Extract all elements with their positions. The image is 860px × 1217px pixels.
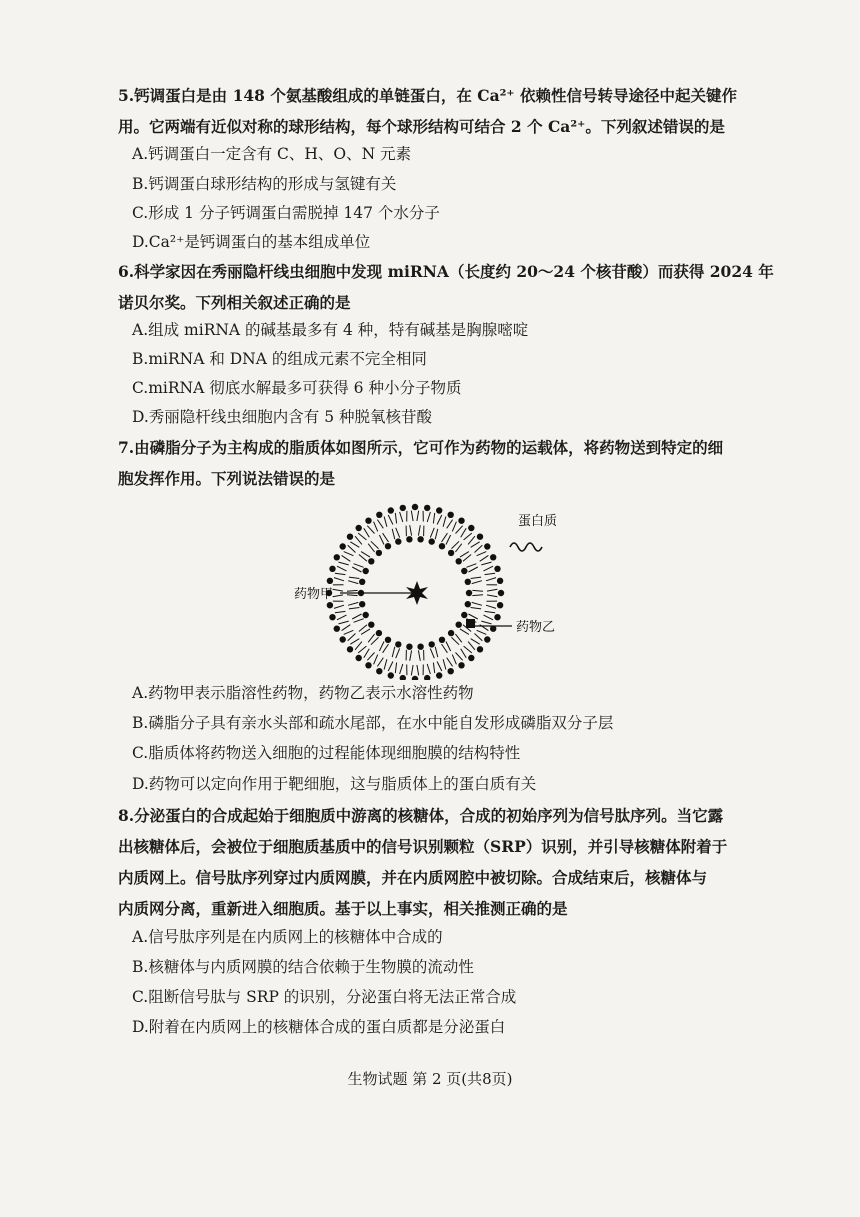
label-protein: 蛋白质	[518, 514, 558, 529]
phospholipid-head	[359, 579, 365, 585]
phospholipid-tail	[337, 615, 347, 620]
phospholipid-tail	[347, 590, 358, 591]
phospholipid-tail	[418, 650, 420, 660]
phospholipid-tail	[442, 644, 448, 653]
phospholipid-tail	[383, 533, 389, 542]
question-8-option-c: C.阻断信号肽与 SRP 的识别，分泌蛋白将无法正常合成	[132, 988, 517, 1006]
phospholipid-tail	[348, 581, 358, 584]
question-6-option-b: B.miRNA 和 DNA 的组成元素不完全相同	[132, 350, 427, 368]
phospholipid-tail	[339, 562, 349, 565]
phospholipid-tail	[335, 573, 346, 574]
phospholipid-tail	[437, 515, 442, 525]
phospholipid-tail	[388, 662, 393, 672]
phospholipid-head	[395, 641, 401, 647]
stem-line: 5.钙调蛋白是由 148 个氨基酸组成的单链蛋白，在 Ca²⁺ 依赖性信号转导途径中起关键作	[118, 86, 737, 105]
phospholipid-head	[327, 578, 333, 584]
question-5-option-d: D.Ca²⁺是钙调蛋白的基本组成单位	[132, 233, 371, 251]
phospholipid-tail	[446, 642, 451, 652]
phospholipid-head	[461, 568, 467, 574]
phospholipid-tail	[469, 614, 478, 619]
phospholipid-head	[368, 622, 374, 628]
phospholipid-tail	[460, 552, 469, 558]
phospholipid-tail	[443, 659, 446, 669]
phospholipid-head	[388, 672, 394, 678]
phospholipid-head	[329, 614, 335, 620]
phospholipid-tail	[471, 542, 480, 548]
phospholipid-head	[376, 550, 382, 556]
phospholipid-tail	[427, 512, 430, 522]
phospholipid-tail	[358, 533, 366, 540]
phospholipid-head	[385, 637, 391, 643]
phospholipid-head	[400, 505, 406, 511]
phospholipid-tail	[442, 533, 448, 542]
phospholipid-head	[465, 579, 471, 585]
phospholipid-tail	[352, 567, 361, 572]
phospholipid-tail	[367, 526, 374, 534]
phospholipid-tail	[359, 625, 367, 632]
phospholipid-tail	[371, 541, 379, 548]
phospholipid-tail	[367, 653, 374, 661]
phospholipid-tail	[468, 536, 475, 544]
phospholipid-tail	[352, 614, 361, 619]
phospholipid-tail	[484, 566, 494, 571]
phospholipid-tail	[396, 528, 400, 538]
phospholipid-tail	[395, 513, 396, 524]
phospholipid-tail	[354, 619, 364, 623]
phospholipid-head	[484, 636, 490, 642]
phospholipid-tail	[461, 649, 467, 658]
phospholipid-tail	[400, 512, 403, 522]
phospholipid-tail	[455, 544, 461, 552]
question-7-option-c: C.脂质体将药物送入细胞的过程能体现细胞膜的结构特性	[132, 744, 521, 762]
phospholipid-head	[376, 668, 382, 674]
phospholipid-head	[498, 590, 504, 596]
phospholipid-tail	[342, 555, 351, 561]
phospholipid-tail	[368, 634, 374, 642]
question-5-option-b: B.钙调蛋白球形结构的形成与氢键有关	[132, 175, 397, 193]
phospholipid-head	[456, 622, 462, 628]
phospholipid-head	[458, 518, 464, 524]
phospholipid-tail	[348, 602, 358, 605]
phospholipid-head	[395, 538, 401, 544]
phospholipid-tail	[472, 595, 483, 596]
phospholipid-head	[439, 637, 445, 643]
phospholipid-head	[448, 550, 454, 556]
phospholipid-head	[356, 525, 362, 531]
phospholipid-head	[461, 612, 467, 618]
phospholipid-tail	[350, 542, 359, 548]
phospholipid-tail	[374, 655, 378, 665]
phospholipid-tail	[481, 562, 491, 565]
phospholipid-head	[347, 646, 353, 652]
question-6-option-d: D.秀丽隐杆线虫细胞内含有 5 种脱氧核苷酸	[132, 408, 433, 426]
phospholipid-tail	[481, 621, 491, 624]
phospholipid-head	[340, 636, 346, 642]
phospholipid-head	[490, 554, 496, 560]
phospholipid-tail	[452, 541, 460, 548]
phospholipid-head	[363, 568, 369, 574]
phospholipid-tail	[468, 642, 475, 650]
phospholipid-head	[417, 644, 423, 650]
phospholipid-tail	[435, 647, 438, 657]
phospholipid-head	[439, 543, 445, 549]
phospholipid-tail	[384, 517, 387, 527]
question-7-option-a: A.药物甲表示脂溶性药物，药物乙表示水溶性药物	[132, 684, 474, 702]
phospholipid-tail	[486, 605, 496, 608]
question-8-option-b: B.核糖体与内质网膜的结合依赖于生物膜的流动性	[132, 958, 474, 976]
phospholipid-tail	[427, 664, 430, 674]
phospholipid-head	[406, 644, 412, 650]
phospholipid-tail	[379, 642, 384, 652]
phospholipid-head	[340, 543, 346, 549]
phospholipid-tail	[377, 658, 383, 667]
stem-line: 胞发挥作用。下列说法错误的是	[118, 469, 336, 488]
phospholipid-tail	[377, 520, 383, 529]
phospholipid-head	[363, 612, 369, 618]
phospholipid-tail	[333, 589, 343, 591]
phospholipid-tail	[388, 515, 393, 525]
phospholipid-head	[468, 655, 474, 661]
phospholipid-head	[368, 558, 374, 564]
phospholipid-tail	[464, 646, 472, 653]
phospholipid-tail	[361, 629, 370, 635]
phospholipid-head	[456, 558, 462, 564]
stem-line: 内质网上。信号肽序列穿过内质网膜，并在内质网腔中被切除。合成结束后，核糖体与	[118, 868, 708, 887]
phospholipid-head	[494, 614, 500, 620]
phospholipid-tail	[364, 649, 370, 658]
phospholipid-tail	[452, 655, 456, 665]
stem-line: 出核糖体后，会被位于细胞质基质中的信号识别颗粒（SRP）识别，并引导核糖体附着于	[118, 837, 728, 856]
phospholipid-tail	[383, 644, 389, 653]
phospholipid-tail	[411, 511, 413, 521]
phospholipid-tail	[418, 525, 420, 535]
phospholipid-tail	[358, 646, 366, 653]
phospholipid-tail	[472, 602, 482, 605]
phospholipid-tail	[349, 577, 360, 578]
phospholipid-head	[334, 554, 340, 560]
phospholipid-tail	[384, 659, 387, 669]
phospholipid-tail	[437, 662, 442, 672]
question-8-option-a: A.信号肽序列是在内质网上的核糖体中合成的	[132, 928, 443, 946]
phospholipid-tail	[334, 578, 344, 581]
phospholipid-head	[376, 630, 382, 636]
phospholipid-head	[484, 543, 490, 549]
phospholipid-tail	[344, 552, 354, 556]
question-8-stem	[118, 800, 778, 924]
phospholipid-tail	[411, 665, 413, 675]
phospholipid-tail	[342, 625, 351, 631]
liposome-diagram	[280, 495, 580, 680]
phospholipid-head	[436, 672, 442, 678]
phospholipid-tail	[355, 536, 362, 544]
page-footer: 生物试题 第 2 页(共8页)	[347, 1070, 513, 1088]
phospholipid-tail	[435, 529, 438, 539]
stem-line: 8.分泌蛋白的合成起始于细胞质中游离的核糖体，合成的初始序列为信号肽序列。当它露	[118, 806, 724, 825]
phospholipid-tail	[452, 522, 456, 532]
phospholipid-head	[494, 566, 500, 572]
phospholipid-head	[359, 601, 365, 607]
phospholipid-tail	[350, 639, 359, 645]
phospholipid-tail	[477, 552, 487, 556]
phospholipid-head	[429, 641, 435, 647]
phospholipid-tail	[446, 535, 451, 545]
phospholipid-tail	[471, 639, 480, 645]
phospholipid-tail	[485, 573, 496, 574]
phospholipid-head	[497, 602, 503, 608]
phospholipid-tail	[337, 566, 347, 571]
question-7-stem	[118, 432, 778, 494]
phospholipid-tail	[334, 605, 344, 608]
phospholipid-tail	[484, 615, 494, 620]
phospholipid-head	[406, 536, 412, 542]
stem-line: 6.科学家因在秀丽隐杆线虫细胞中发现 miRNA（长度约 20～24 个核苷酸）而获得 2024 年	[118, 262, 774, 281]
phospholipid-tail	[469, 567, 478, 572]
question-8-option-d: D.附着在内质网上的核糖体合成的蛋白质都是分泌蛋白	[132, 1018, 506, 1036]
phospholipid-tail	[452, 637, 460, 644]
phospholipid-tail	[348, 545, 356, 552]
phospholipid-tail	[417, 665, 419, 675]
phospholipid-tail	[392, 647, 395, 657]
phospholipid-tail	[471, 608, 482, 609]
phospholipid-tail	[333, 595, 343, 597]
phospholipid-head	[347, 534, 353, 540]
phospholipid-tail	[355, 642, 362, 650]
phospholipid-head	[388, 507, 394, 513]
phospholipid-tail	[466, 564, 476, 568]
question-6-stem	[118, 256, 778, 318]
phospholipid-tail	[354, 564, 364, 568]
phospholipid-head	[334, 626, 340, 632]
phospholipid-tail	[480, 555, 489, 561]
phospholipid-tail	[472, 581, 482, 584]
phospholipid-tail	[359, 555, 367, 562]
phospholipid-head	[477, 534, 483, 540]
phospholipid-tail	[433, 663, 434, 674]
phospholipid-head	[365, 518, 371, 524]
phospholipid-tail	[371, 637, 379, 644]
phospholipid-tail	[396, 648, 400, 658]
phospholipid-tail	[430, 648, 434, 658]
phospholipid-tail	[344, 630, 354, 634]
phospholipid-head	[497, 578, 503, 584]
phospholipid-head	[356, 655, 362, 661]
phospholipid-head	[448, 512, 454, 518]
phospholipid-head	[385, 543, 391, 549]
phospholipid-head	[448, 630, 454, 636]
phospholipid-head	[466, 590, 472, 596]
phospholipid-tail	[472, 590, 483, 591]
phospholipid-tail	[487, 595, 497, 597]
phospholipid-tail	[477, 630, 487, 634]
phospholipid-tail	[392, 529, 395, 539]
phospholipid-tail	[464, 533, 472, 540]
phospholipid-tail	[456, 526, 463, 534]
phospholipid-tail	[455, 634, 461, 642]
phospholipid-tail	[487, 589, 497, 591]
phospholipid-tail	[379, 535, 384, 545]
phospholipid-tail	[410, 525, 412, 535]
phospholipid-head	[458, 662, 464, 668]
phospholipid-tail	[447, 658, 453, 667]
phospholipid-head	[329, 566, 335, 572]
phospholipid-head	[365, 662, 371, 668]
phospholipid-tail	[417, 511, 419, 521]
question-5-stem	[118, 80, 778, 142]
question-6-option-a: A.组成 miRNA 的碱基最多有 4 种，特有碱基是胸腺嘧啶	[132, 321, 529, 339]
phospholipid-tail	[456, 653, 463, 661]
stem-line: 7.由磷脂分子为主构成的脂质体如图所示，它可作为药物的运载体，将药物送到特定的细	[118, 438, 724, 457]
phospholipid-tail	[348, 634, 356, 641]
drug-b-square	[466, 619, 475, 628]
phospholipid-tail	[433, 513, 434, 524]
phospholipid-head	[468, 525, 474, 531]
label-drug-a: 药物甲	[294, 587, 334, 602]
phospholipid-head	[417, 536, 423, 542]
label-drug-b: 药物乙	[516, 620, 556, 635]
question-7-option-b: B.磷脂分子具有亲水头部和疏水尾部，在水中能自发形成磷脂双分子层	[132, 714, 614, 732]
stem-line: 内质网分离，重新进入细胞质。基于以上事实，相关推测正确的是	[118, 899, 568, 918]
phospholipid-tail	[361, 552, 370, 558]
phospholipid-tail	[364, 528, 370, 537]
question-5-option-a: A.钙调蛋白一定含有 C、H、O、N 元素	[132, 145, 412, 163]
phospholipid-tail	[463, 555, 471, 562]
phospholipid-tail	[475, 545, 483, 552]
phospholipid-tail	[349, 608, 360, 609]
phospholipid-tail	[471, 577, 482, 578]
phospholipid-tail	[443, 517, 446, 527]
phospholipid-tail	[339, 621, 349, 624]
stem-line: 用。它两端有近似对称的球形结构，每个球形结构可结合 2 个 Ca²⁺。下列叙述错误的是	[118, 117, 725, 136]
phospholipid-tail	[400, 664, 403, 674]
phospholipid-head	[376, 512, 382, 518]
phospholipid-tail	[430, 528, 434, 538]
phospholipid-tail	[460, 629, 469, 635]
phospholipid-head	[465, 601, 471, 607]
phospholipid-tail	[461, 528, 467, 537]
stem-line: 诺贝尔奖。下列相关叙述正确的是	[118, 293, 351, 312]
phospholipid-tail	[374, 522, 378, 532]
phospholipid-head	[477, 646, 483, 652]
phospholipid-head	[424, 505, 430, 511]
phospholipid-head	[327, 602, 333, 608]
phospholipid-head	[448, 668, 454, 674]
phospholipid-tail	[410, 650, 412, 660]
phospholipid-tail	[485, 611, 496, 612]
phospholipid-tail	[335, 611, 346, 612]
phospholipid-head	[429, 538, 435, 544]
phospholipid-tail	[486, 578, 496, 581]
protein-shape	[510, 543, 542, 551]
phospholipid-head	[436, 507, 442, 513]
phospholipid-tail	[368, 544, 374, 552]
phospholipid-tail	[347, 595, 358, 596]
question-6-option-c: C.miRNA 彻底水解最多可获得 6 种小分子物质	[132, 379, 462, 397]
phospholipid-tail	[475, 634, 483, 641]
phospholipid-tail	[447, 520, 453, 529]
phospholipid-head	[412, 504, 418, 510]
question-5-option-c: C.形成 1 分子钙调蛋白需脱掉 147 个水分子	[132, 204, 440, 222]
question-7-option-d: D.药物可以定向作用于靶细胞，这与脂质体上的蛋白质有关	[132, 775, 537, 793]
phospholipid-tail	[395, 663, 396, 674]
